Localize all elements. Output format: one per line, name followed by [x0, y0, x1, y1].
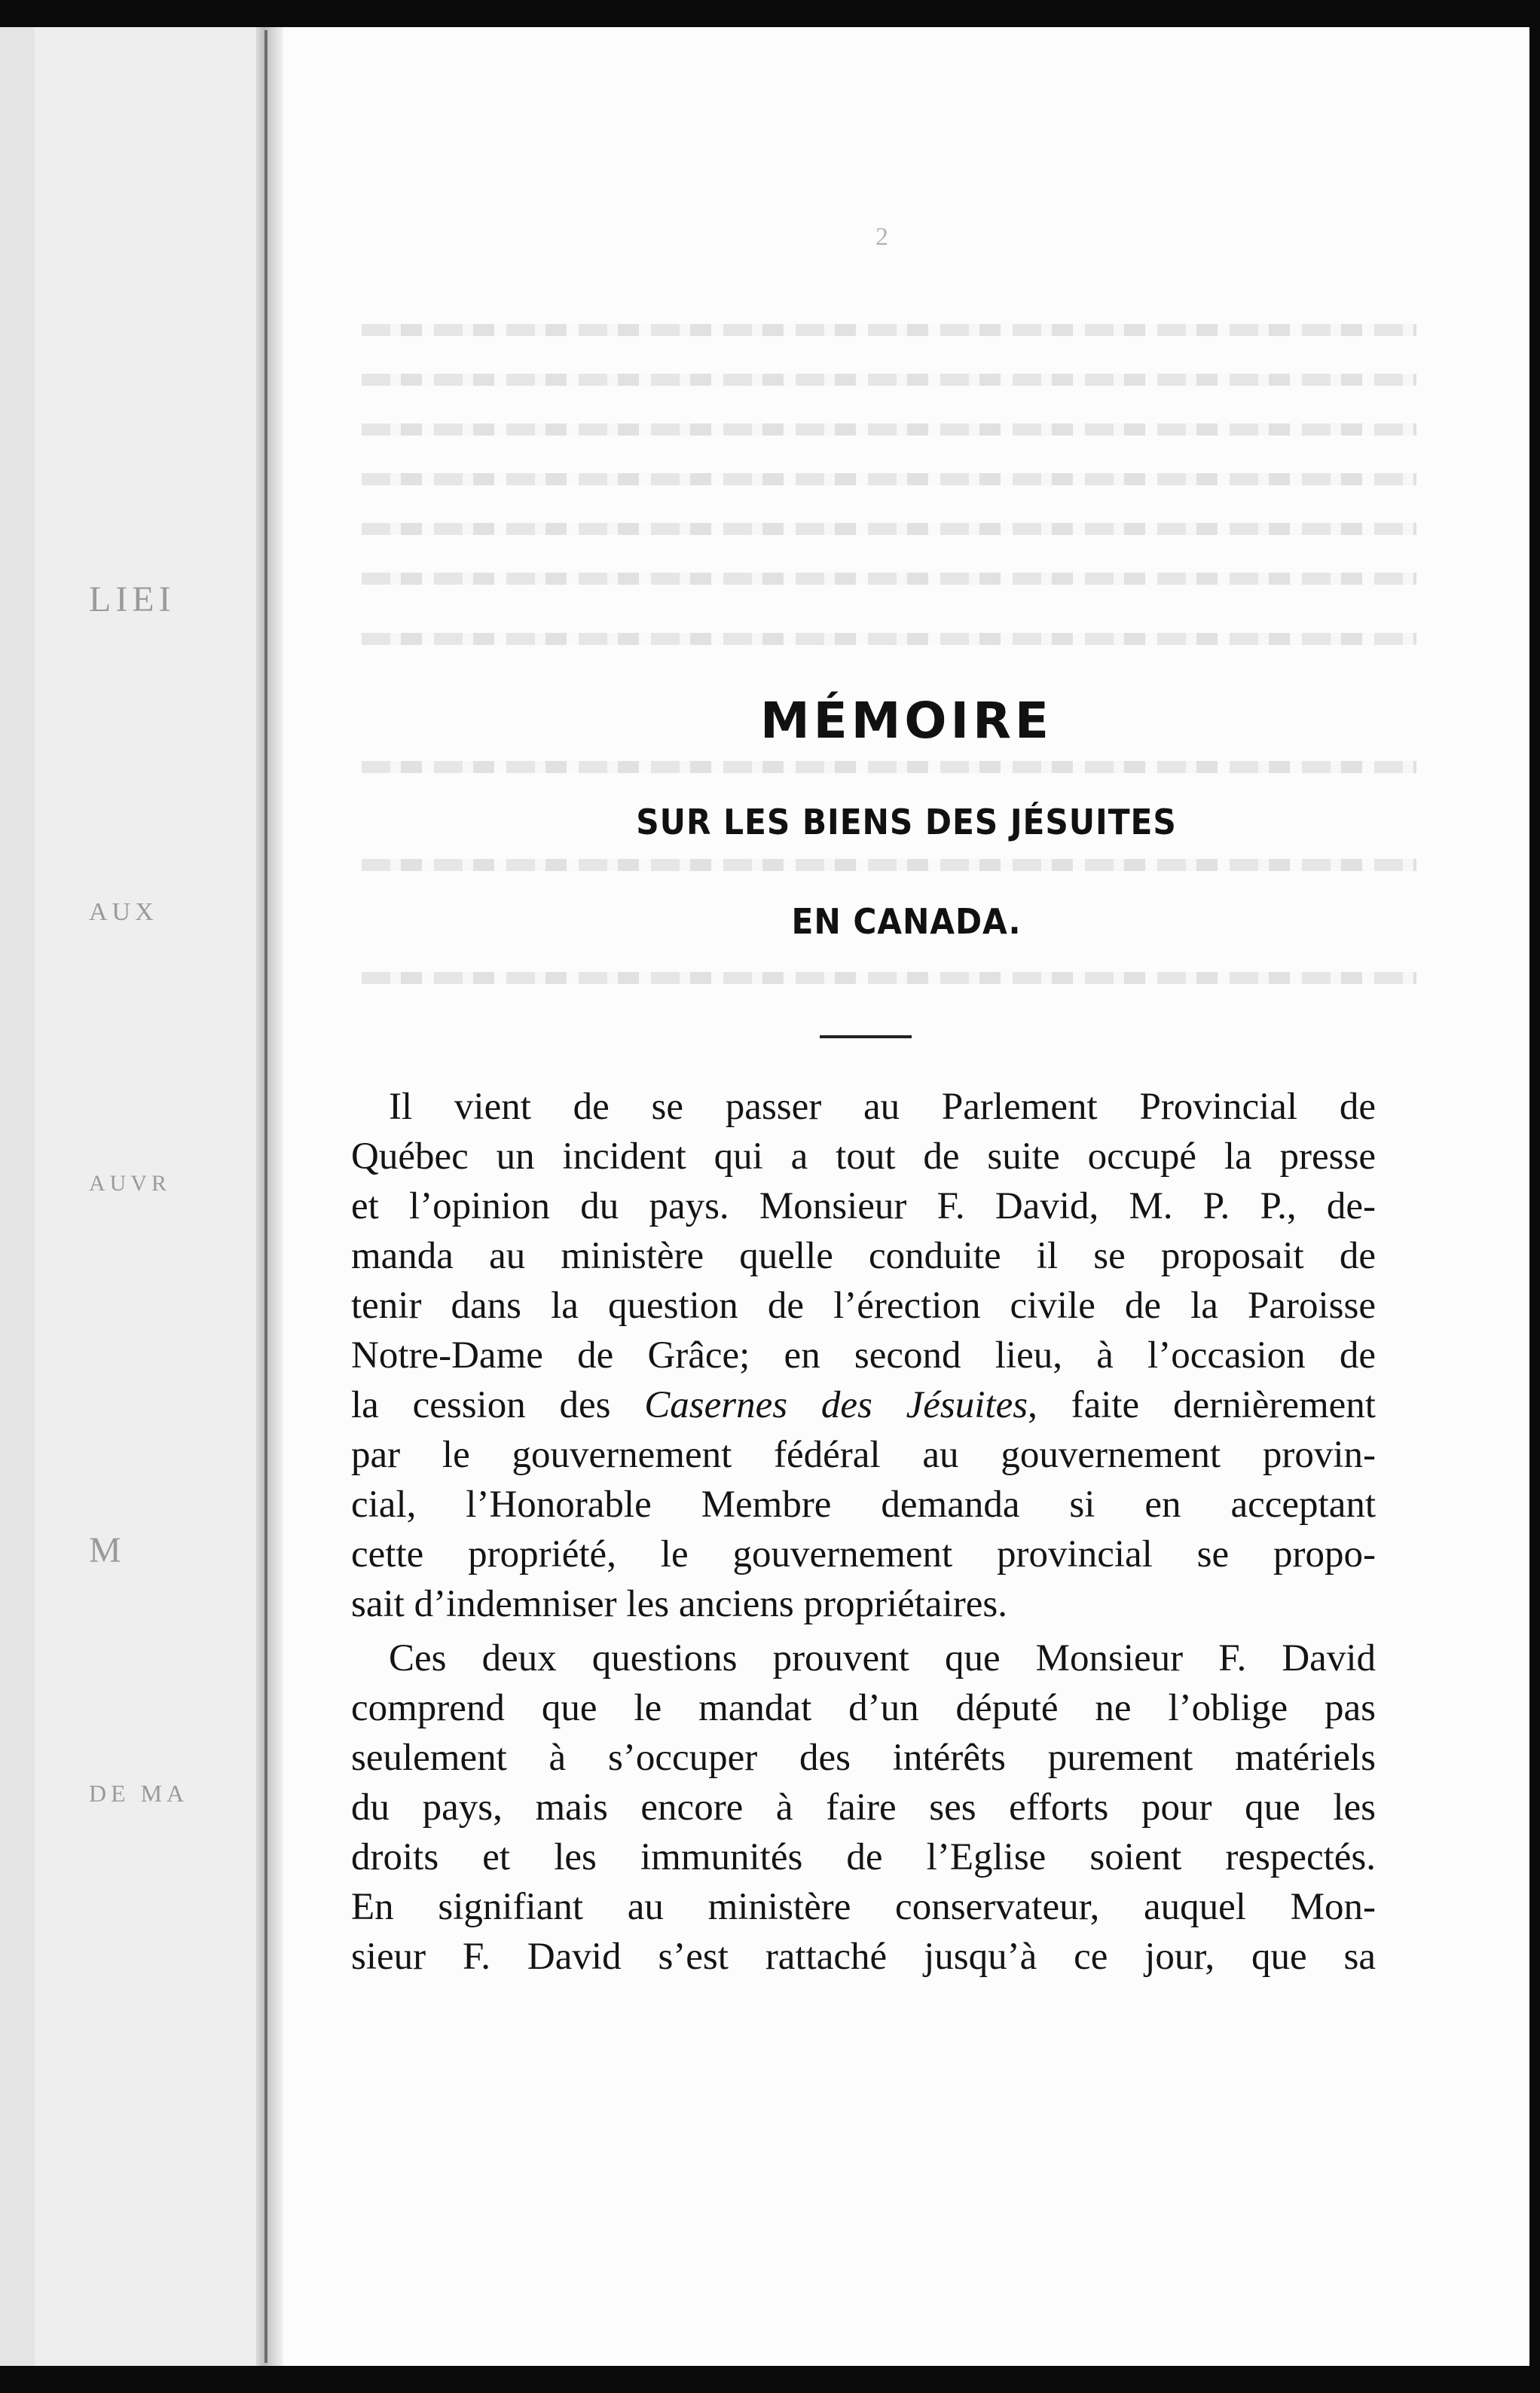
show-through-line: [362, 324, 1416, 336]
text-line: sait d’indemniser les anciens propriétaires.: [351, 1583, 1007, 1625]
text-line: manda au ministère quelle conduite il se proposait de: [351, 1235, 1376, 1277]
show-through-line: [362, 633, 1416, 645]
paragraph: [351, 1634, 1376, 1982]
facing-page-fragment: DE MA: [89, 1780, 189, 1807]
text-line: par le gouvernement fédéral au gouvernement provin-: [351, 1434, 1376, 1476]
show-through-line: [362, 859, 1416, 871]
text-line: seulement à s’occuper des intérêts purement matériels: [351, 1737, 1376, 1779]
text-line: cette propriété, le gouvernement provincial se propo-: [351, 1533, 1376, 1575]
section-rule: [820, 1035, 912, 1038]
text-line: la cession des Casernes des Jésuites, faite dernièrement: [351, 1384, 1376, 1426]
gutter-fold-line: [264, 30, 267, 2363]
text-line: comprend que le mandat d’un député ne l’oblige pas: [351, 1687, 1376, 1729]
show-through-line: [362, 423, 1416, 436]
paragraph: [351, 1082, 1376, 1629]
show-through-line: [362, 573, 1416, 585]
document-subtitle: SUR LES BIENS DES JÉSUITES: [636, 802, 1177, 842]
scan-border-bottom: [0, 2366, 1540, 2393]
show-through-line: [362, 374, 1416, 386]
facing-page-margin: [0, 27, 35, 2366]
text-line: cial, l’Honorable Membre demanda si en acceptant: [351, 1484, 1376, 1526]
facing-page-fragment: AUX: [89, 898, 158, 926]
text-line: sieur F. David s’est rattaché jusqu’à ce jour, que sa: [351, 1936, 1376, 1978]
facing-page-fragment: M: [89, 1530, 126, 1570]
scan-border-top: [0, 0, 1540, 27]
facing-page-fragment: AUVR: [89, 1171, 172, 1196]
facing-page-fragment: LIEI: [89, 579, 176, 619]
page-number: 2: [875, 223, 888, 251]
show-through-line: [362, 761, 1416, 773]
facing-page: [0, 27, 264, 2366]
text-line: et l’opinion du pays. Monsieur F. David, M. P. P., de-: [351, 1185, 1376, 1227]
text-line: droits et les immunités de l’Eglise soient respectés.: [351, 1836, 1376, 1878]
text-line: du pays, mais encore à faire ses efforts pour que les: [351, 1786, 1376, 1829]
italic-phrase: Casernes des Jésuites: [644, 1384, 1028, 1426]
show-through-line: [362, 523, 1416, 535]
show-through-line: [362, 972, 1416, 984]
text-line: En signifiant au ministère conservateur, auquel Mon-: [351, 1886, 1376, 1928]
document-title: MÉMOIRE: [759, 692, 1053, 750]
text-line: Notre-Dame de Grâce; en second lieu, à l’occasion de: [351, 1334, 1376, 1377]
scan-border-right: [1529, 0, 1540, 2393]
document-location: EN CANADA.: [791, 901, 1022, 942]
text-line: Ces deux questions prouvent que Monsieur F. David: [389, 1637, 1376, 1679]
text-line: Il vient de se passer au Parlement Provincial de: [389, 1086, 1376, 1128]
text-line: Québec un incident qui a tout de suite occupé la presse: [351, 1135, 1376, 1178]
book-gutter: [256, 27, 283, 2366]
text-line: tenir dans la question de l’érection civile de la Paroisse: [351, 1285, 1376, 1327]
show-through-line: [362, 473, 1416, 485]
